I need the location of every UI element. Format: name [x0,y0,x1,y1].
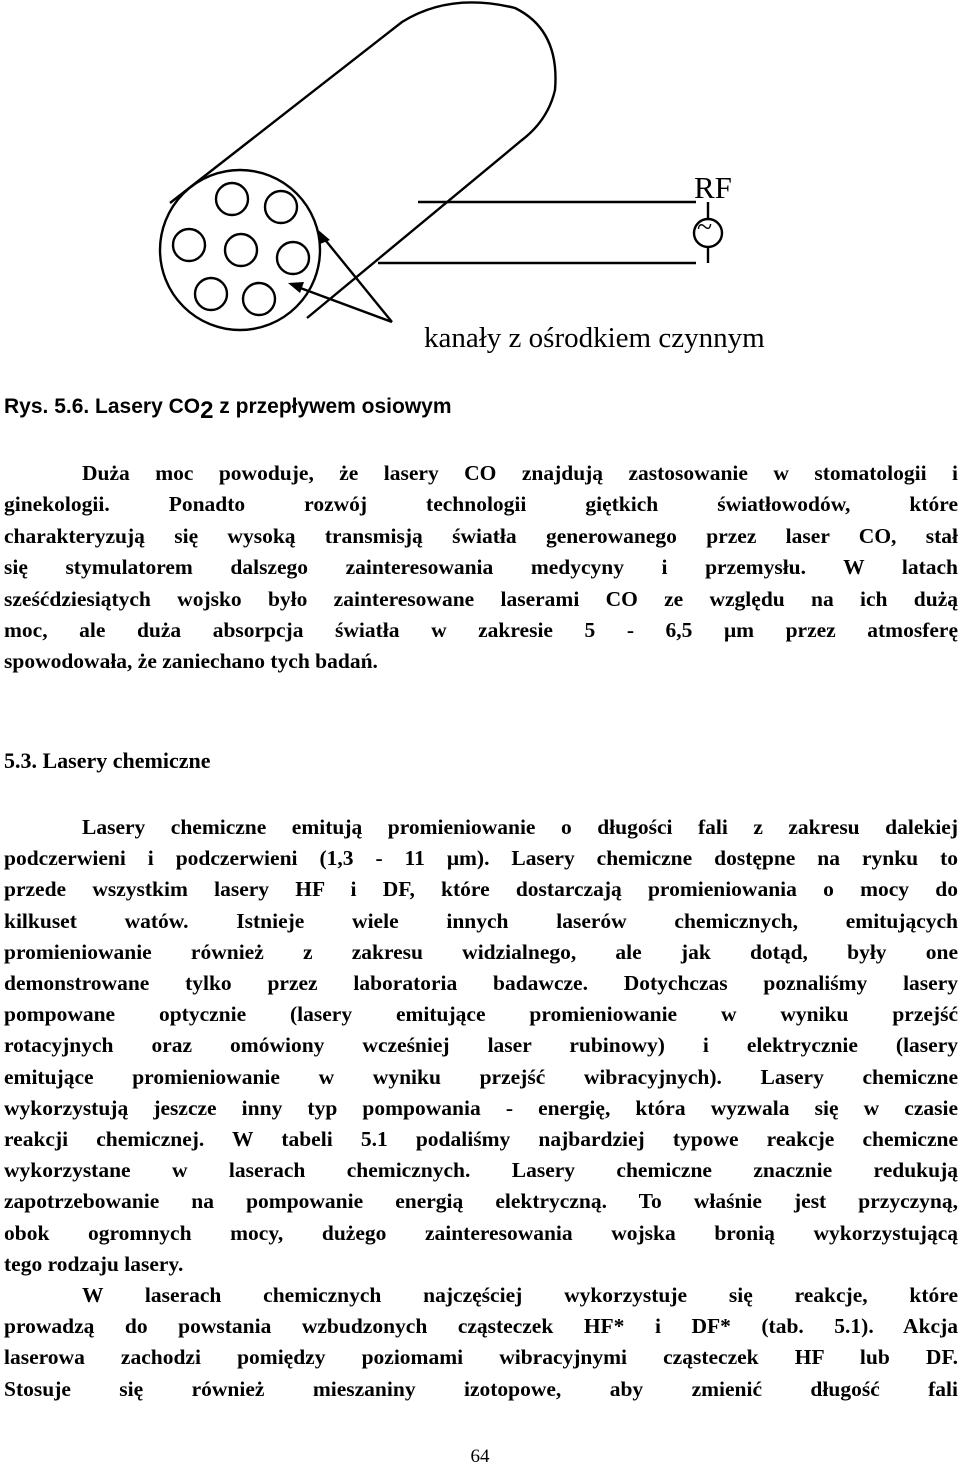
text-line: moc, ale duża absorpcja światła w zakresie 5 - 6,5 μm przez atmosferę [4,618,958,643]
tube-front-face [160,170,320,330]
rf-label: RF [694,170,732,205]
text-line: wykorzystane w laserach chemicznych. Lasery chemiczne znacznie redukują [4,1158,958,1183]
text-line: ginekologii. Ponadto rozwój technologii giętkich światłowodów, które [4,492,958,517]
text-line: spowodowała, że zaniechano tych badań. [4,649,378,674]
laser-figure [0,0,960,360]
text-line: charakteryzują się wysoką transmisją światła generowanego przez laser CO, stał [4,523,958,548]
text-line: laserowa zachodzi pomiędzy poziomami wibracyjnymi cząsteczek HF lub DF. [4,1345,958,1370]
paragraph-2 [4,812,958,1405]
caption-suffix: z przepływem osiowym [213,395,452,418]
channel-circle [195,278,227,310]
channel-circle [173,229,205,261]
laser-tube-diagram [0,0,960,360]
arrow-head [288,282,304,293]
text-line: rotacyjnych oraz omówiony wcześniej laser rubinowy) i elektrycznie (lasery [4,1033,958,1058]
text-line: obok ogromnych mocy, dużego zainteresowania wojska bronią wykorzystującą [4,1220,958,1245]
text-line: pompowane optycznie (lasery emitujące promieniowanie w wyniku przejść [4,1002,958,1027]
text-line: Duża moc powoduje, że lasery CO znajdują zastosowanie w stomatologii i [82,461,958,485]
channel-circle [265,191,297,223]
text-line: Lasery chemiczne emitują promieniowanie o długości fali z zakresu dalekiej [82,815,958,839]
channel-circle [277,242,309,274]
text-line: podczerwieni i podczerwieni (1,3 - 11 μm). Lasery chemiczne dostępne na rynku to [4,846,958,871]
channels-label: kanały z ośrodkiem czynnym [424,322,765,354]
text-line: demonstrowane tylko przez laboratoria badawcze. Dotychczas poznaliśmy lasery [4,971,958,996]
text-line: się stymulatorem dalszego zainteresowania medycyny i przemysłu. W latach [4,555,958,580]
text-line: zapotrzebowanie na pompowanie energią elektryczną. To właśnie jest przyczyną, [4,1189,958,1214]
text-line: przede wszystkim lasery HF i DF, które dostarczają promieniowania o mocy do [4,877,958,902]
text-line: Stosuje się również mieszaniny izotopowe, aby zmienić długość fali [4,1376,958,1401]
channel-circle [243,283,275,315]
text-line: emitujące promieniowanie w wyniku przejść wibracyjnych). Lasery chemiczne [4,1064,958,1089]
rf-symbol: ~ [697,212,713,243]
channel-circle [225,234,257,266]
text-line: reakcji chemicznej. W tabeli 5.1 podaliśmy najbardziej typowe reakcje chemiczne [4,1127,958,1152]
channel-circle [216,183,248,215]
text-line: promieniowanie również z zakresu widzialnego, ale jak dotąd, były one [4,939,958,964]
paragraph-1 [4,458,958,678]
text-line: wykorzystują jeszcze inny typ pompowania - energię, która wyzwala się w czasie [4,1095,958,1120]
caption-subscript: 2 [200,397,214,424]
text-line: W laserach chemicznych najczęściej wykorzystuje się reakcje, które [82,1283,958,1308]
text-line: kilkuset watów. Istnieje wiele innych laserów chemicznych, emitujących [4,908,958,933]
text-line: tego rodzaju lasery. [4,1251,184,1276]
tube-outline [170,2,556,318]
page-number: 64 [470,1446,490,1467]
text-line: sześćdziesiątych wojsko było zainteresowane laserami CO ze względu na ich dużą [4,586,958,611]
text-line: prowadzą do powstania wzbudzonych cząsteczek HF* i DF* (tab. 5.1). Akcja [4,1314,958,1339]
section-heading: 5.3. Lasery chemiczne [4,748,211,773]
figure-caption [4,392,452,424]
caption-prefix: Rys. 5.6. Lasery CO [4,395,201,418]
